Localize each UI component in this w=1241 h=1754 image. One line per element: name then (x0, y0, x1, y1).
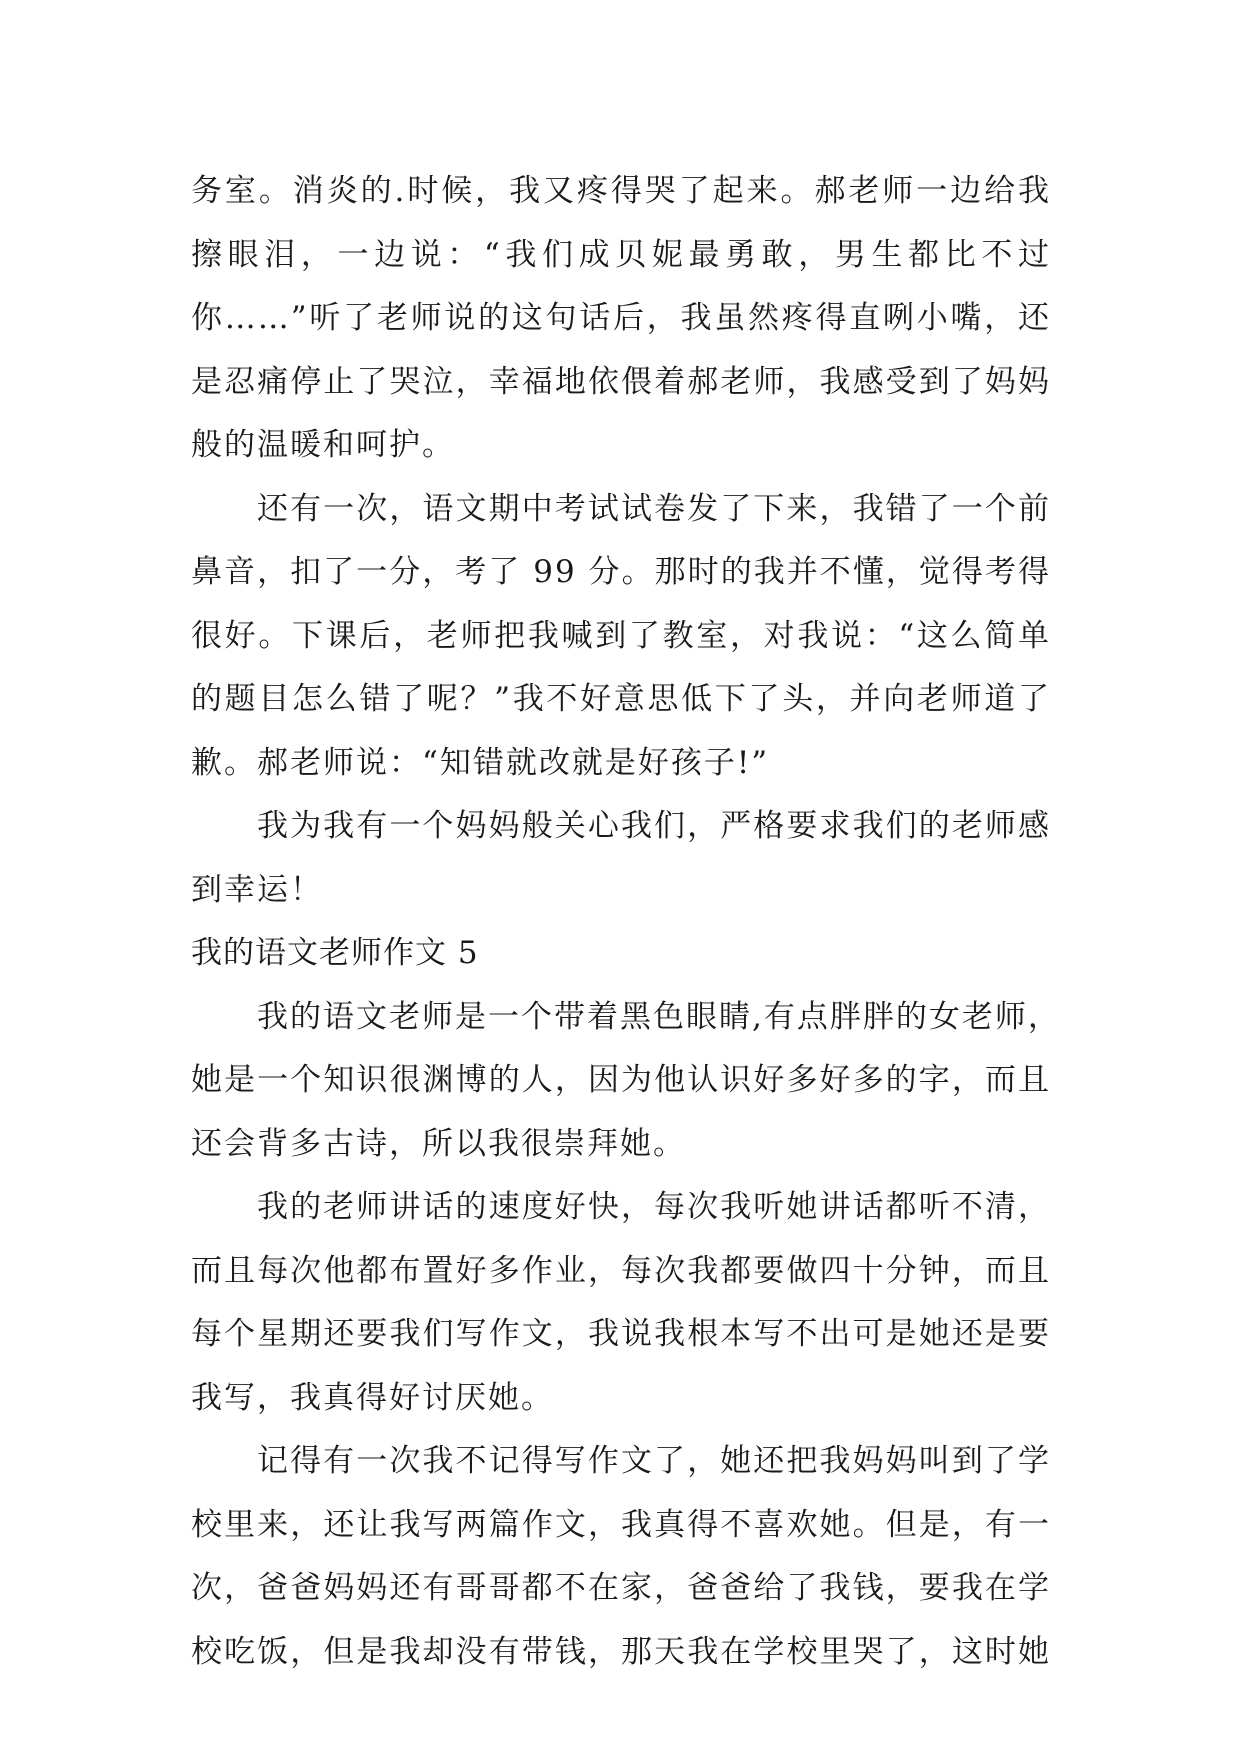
paragraph-1-line-4: 是忍痛停止了哭泣，幸福地依偎着郝老师，我感受到了妈妈 (191, 363, 1051, 400)
paragraph-1-line-2: 擦眼泪，一边说：“我们成贝妮最勇敢，男生都比不过 (191, 236, 1051, 273)
document-body (191, 160, 1061, 1684)
paragraph-1-line-5: 般的温暖和呵护。 (191, 427, 455, 463)
paragraph-6-line-1: 记得有一次我不记得写作文了，她还把我妈妈叫到了学 (257, 1443, 1051, 1479)
paragraph-2-line-4: 的题目怎么错了呢？”我不好意思低下了头，并向老师道了 (191, 681, 1051, 717)
paragraph-4-line-2: 她是一个知识很渊博的人，因为他认识好多好多的字，而且 (191, 1062, 1051, 1098)
paragraph-2-line-1: 还有一次，语文期中考试试卷发了下来，我错了一个前 (257, 490, 1051, 527)
paragraph-1-line-1: 务室。消炎的.时候，我又疼得哭了起来。郝老师一边给我 (191, 173, 1051, 209)
paragraph-6-line-4: 校吃饭，但是我却没有带钱，那天我在学校里哭了，这时她 (191, 1633, 1051, 1670)
paragraph-1-line-3: 你……”听了老师说的这句话后，我虽然疼得直咧小嘴，还 (191, 300, 1051, 336)
paragraph-5-line-4: 我写，我真得好讨厌她。 (191, 1379, 554, 1416)
paragraph-2-line-5: 歉。郝老师说：“知错就改就是好孩子!” (191, 744, 770, 781)
paragraph-3-line-2: 到幸运！ (191, 871, 323, 908)
paragraph-2-line-3: 很好。下课后，老师把我喊到了教室，对我说：“这么简单 (191, 617, 1051, 654)
paragraph-4-line-1: 我的语文老师是一个带着黑色眼睛,有点胖胖的女老师， (257, 998, 1061, 1035)
paragraph-5-line-2: 而且每次他都布置好多作业，每次我都要做四十分钟，而且 (191, 1252, 1051, 1289)
paragraph-6-line-3: 次，爸爸妈妈还有哥哥都不在家，爸爸给了我钱，要我在学 (191, 1570, 1051, 1606)
paragraph-3-line-1: 我为我有一个妈妈般关心我们，严格要求我们的老师感 (257, 808, 1051, 844)
paragraph-6-line-2: 校里来，还让我写两篇作文，我真得不喜欢她。但是，有一 (191, 1506, 1051, 1543)
paragraph-2-line-2: 鼻音，扣了一分，考了 99 分。那时的我并不懂，觉得考得 (191, 554, 1051, 590)
paragraph-4-line-3: 还会背多古诗，所以我很崇拜她。 (191, 1125, 686, 1162)
paragraph-5-line-3: 每个星期还要我们写作文，我说我根本写不出可是她还是要 (191, 1316, 1051, 1352)
section-heading: 我的语文老师作文 5 (191, 935, 479, 971)
paragraph-5-line-1: 我的老师讲话的速度好快，每次我听她讲话都听不清， (257, 1189, 1051, 1225)
